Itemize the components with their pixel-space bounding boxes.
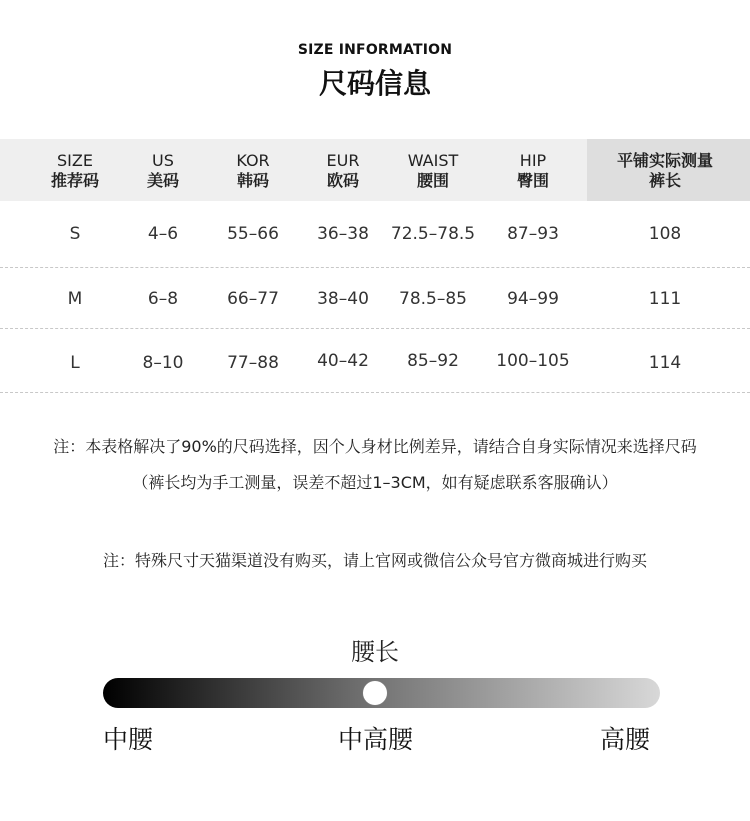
waist-label-high: 高腰 bbox=[600, 725, 651, 754]
row-m-kor: 66–77 bbox=[227, 289, 279, 309]
row-m-us: 6–8 bbox=[147, 289, 179, 309]
row-s-length: 108 bbox=[648, 224, 682, 244]
header-kor bbox=[236, 151, 269, 191]
header-eur-zh: 欧码 bbox=[326, 171, 359, 190]
row-divider bbox=[0, 328, 750, 329]
row-s-waist: 72.5–78.5 bbox=[390, 224, 476, 244]
note-size-coverage: 注：本表格解决了90%的尺码选择，因个人身材比例差异，请结合自身实际情况来选择尺码 bbox=[53, 437, 697, 456]
row-divider bbox=[0, 392, 750, 393]
row-s-us: 4–6 bbox=[147, 224, 179, 244]
row-l-hip: 100–105 bbox=[496, 351, 570, 371]
waist-label-mid-high: 中高腰 bbox=[338, 725, 414, 754]
header-hip-zh: 臀围 bbox=[516, 171, 550, 190]
header-kor-zh: 韩码 bbox=[236, 171, 270, 190]
row-l-waist: 85–92 bbox=[407, 351, 459, 371]
header-size-zh: 推荐码 bbox=[50, 171, 100, 190]
header-length-line1: 平铺实际测量 bbox=[616, 151, 714, 170]
header-hip bbox=[517, 151, 549, 191]
waist-scale-title: 腰长 bbox=[351, 638, 399, 666]
row-l-kor: 77–88 bbox=[227, 353, 279, 373]
header-size bbox=[51, 151, 99, 191]
title-chinese: 尺码信息 bbox=[318, 67, 431, 100]
header-length bbox=[617, 151, 713, 191]
row-m-size: M bbox=[67, 289, 83, 309]
header-size-en: SIZE bbox=[57, 151, 93, 170]
header-hip-en: HIP bbox=[519, 151, 547, 170]
header-eur-en: EUR bbox=[326, 151, 360, 170]
row-l-eur: 40–42 bbox=[317, 351, 369, 371]
header-length-line2: 裤长 bbox=[648, 171, 682, 190]
row-s-eur: 36–38 bbox=[317, 224, 369, 244]
row-divider bbox=[0, 267, 750, 268]
row-l-size: L bbox=[70, 353, 80, 373]
header-kor-en: KOR bbox=[236, 151, 270, 170]
row-l-us: 8–10 bbox=[142, 353, 184, 373]
row-m-eur: 38–40 bbox=[317, 289, 369, 309]
row-s-kor: 55–66 bbox=[227, 224, 279, 244]
row-m-length: 111 bbox=[648, 289, 682, 309]
row-m-waist: 78.5–85 bbox=[399, 289, 467, 309]
note-measurement-error: （裤长均为手工测量，误差不超过1–3CM，如有疑虑联系客服确认） bbox=[132, 473, 618, 492]
header-us-zh: 美码 bbox=[146, 171, 180, 190]
row-m-hip: 94–99 bbox=[507, 289, 559, 309]
header-waist bbox=[408, 151, 459, 191]
header-eur bbox=[327, 151, 360, 191]
header-waist-zh: 腰围 bbox=[416, 171, 450, 190]
header-us bbox=[147, 151, 179, 191]
row-l-length: 114 bbox=[648, 353, 682, 373]
note-special-sizes: 注：特殊尺寸天猫渠道没有购买，请上官网或微信公众号官方微商城进行购买 bbox=[102, 551, 647, 570]
row-s-size: S bbox=[69, 224, 81, 244]
row-s-hip: 87–93 bbox=[507, 224, 559, 244]
title-english: SIZE INFORMATION bbox=[297, 42, 453, 58]
waist-scale-indicator bbox=[363, 681, 387, 705]
waist-label-mid: 中腰 bbox=[103, 725, 154, 754]
header-waist-en: WAIST bbox=[407, 151, 459, 170]
header-us-en: US bbox=[152, 151, 174, 170]
